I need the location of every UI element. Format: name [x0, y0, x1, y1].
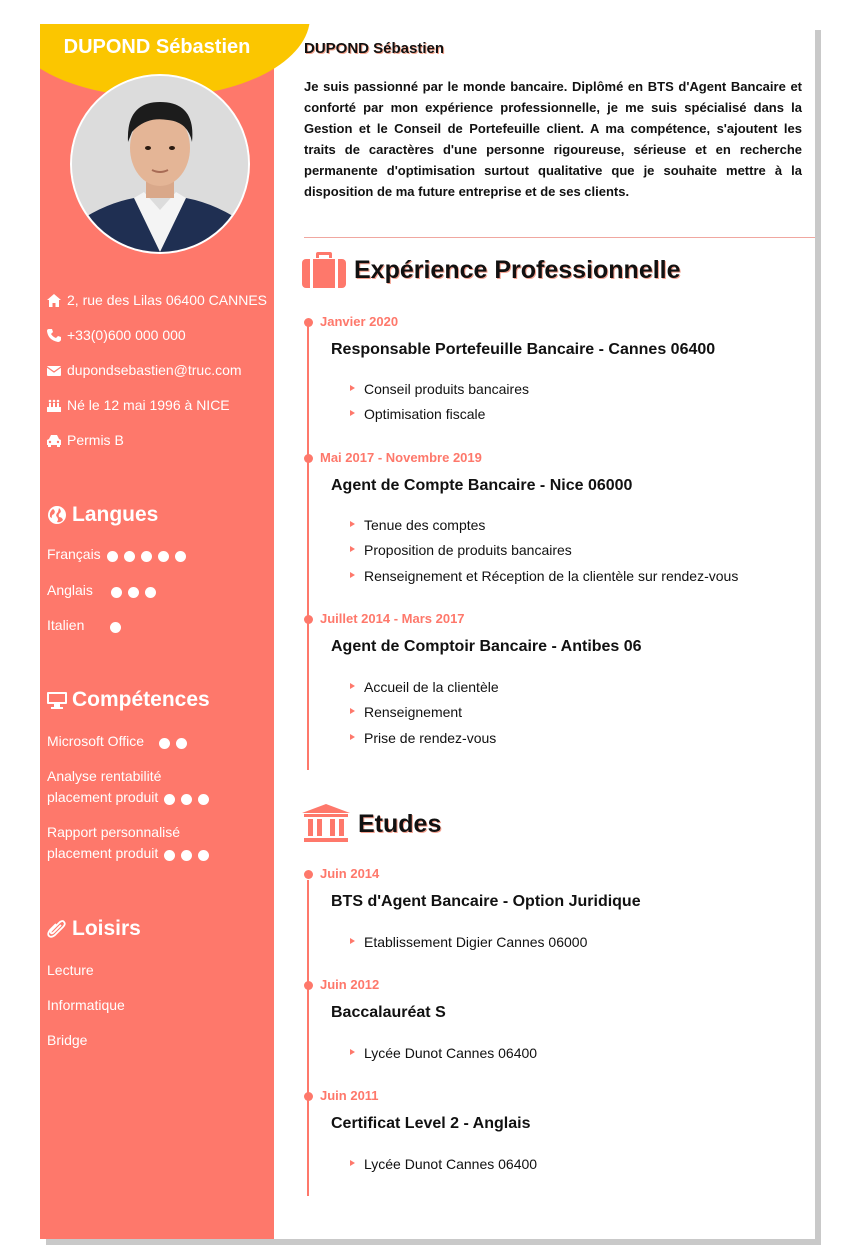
hobby-item: Informatique [47, 997, 125, 1013]
hobbies-title: Loisirs [72, 917, 141, 940]
education-school: Lycée Dunot Cannes 06400 [350, 1045, 537, 1061]
experience-role: Agent de Comptoir Bancaire - Antibes 06 [331, 638, 642, 655]
contact-phone [47, 327, 186, 343]
level-dot [176, 738, 187, 749]
skill-row-office [47, 731, 193, 753]
language-row-anglais [47, 580, 162, 602]
skill-row-analyse [47, 766, 215, 809]
education-school: Etablissement Digier Cannes 06000 [350, 934, 587, 950]
level-dot [164, 850, 175, 861]
experience-date: Juillet 2014 - Mars 2017 [320, 611, 465, 626]
globe-icon [47, 505, 67, 525]
education-title: Etudes [358, 809, 442, 838]
language-name: Français [47, 546, 101, 562]
institution-icon [302, 804, 350, 844]
education-date: Juin 2014 [320, 866, 380, 881]
hobbies-heading [47, 917, 141, 941]
language-row-italien [47, 615, 127, 637]
education-degree: Certificat Level 2 - Anglais [331, 1115, 531, 1132]
experience-timeline [307, 326, 309, 770]
contact-birth [47, 397, 230, 413]
level-dot [159, 738, 170, 749]
experience-heading [302, 252, 681, 288]
language-name: Anglais [47, 582, 93, 598]
phone-text: +33(0)600 000 000 [67, 327, 186, 343]
contact-address [47, 292, 267, 308]
experience-task: Conseil produits bancaires [350, 381, 529, 397]
level-dot [164, 794, 175, 805]
desktop-icon [47, 690, 67, 710]
level-dot [181, 850, 192, 861]
skill-level-dots [164, 788, 215, 809]
skill-name: Rapport personnalisé [47, 824, 181, 840]
skill-level-dots [164, 844, 215, 865]
timeline-dot [304, 1092, 313, 1101]
profile-photo [70, 74, 250, 254]
skills-title: Compétences [72, 688, 210, 711]
birthday-cake-icon [47, 399, 61, 412]
license-text: Permis B [67, 432, 124, 448]
hobby-item: Bridge [47, 1032, 88, 1048]
languages-heading [47, 503, 158, 527]
skill-name: Microsoft Office [47, 733, 144, 749]
experience-task: Accueil de la clientèle [350, 679, 499, 695]
level-dot [175, 551, 186, 562]
experience-date: Mai 2017 - Novembre 2019 [320, 450, 482, 465]
language-level-dots [107, 545, 192, 566]
sidebar-name: DUPOND Sébastien [63, 36, 251, 58]
level-dot [145, 587, 156, 598]
language-level-dots [111, 581, 162, 602]
level-dot [181, 794, 192, 805]
level-dot [110, 622, 121, 633]
education-date: Juin 2011 [320, 1088, 379, 1103]
sidebar [40, 24, 274, 1239]
experience-date: Janvier 2020 [320, 314, 399, 329]
languages-title: Langues [72, 503, 159, 526]
experience-role: Responsable Portefeuille Bancaire - Cannes 06400 [331, 341, 716, 358]
car-icon [47, 434, 61, 447]
skill-name-line2: placement produit [47, 789, 159, 805]
experience-title: Expérience Professionnelle [354, 255, 681, 284]
level-dot [111, 587, 122, 598]
timeline-dot [304, 318, 313, 327]
main-name: DUPOND Sébastien [304, 40, 445, 57]
education-heading [302, 804, 441, 844]
paperclip-icon [47, 919, 67, 939]
level-dot [198, 850, 209, 861]
level-dot [107, 551, 118, 562]
divider [304, 237, 815, 238]
hobby-item: Lecture [47, 962, 94, 978]
level-dot [158, 551, 169, 562]
email-text: dupondsebastien@truc.com [67, 362, 242, 378]
level-dot [124, 551, 135, 562]
briefcase-icon [302, 252, 346, 288]
experience-task: Optimisation fiscale [350, 406, 485, 422]
timeline-dot [304, 615, 313, 624]
contact-license [47, 432, 124, 448]
language-level-dots [110, 616, 127, 637]
timeline-dot [304, 870, 313, 879]
timeline-dot [304, 454, 313, 463]
experience-role: Agent de Compte Bancaire - Nice 06000 [331, 477, 633, 494]
skill-row-rapport [47, 822, 215, 865]
resume-page [40, 24, 815, 1239]
avatar-illustration [72, 76, 248, 252]
skills-heading [47, 688, 210, 712]
education-degree: BTS d'Agent Bancaire - Option Juridique [331, 893, 641, 910]
skill-level-dots [159, 732, 193, 753]
language-row-francais [47, 544, 192, 566]
education-timeline [307, 880, 309, 1196]
address-text: 2, rue des Lilas 06400 CANNES [67, 292, 267, 308]
experience-task: Prise de rendez-vous [350, 730, 496, 746]
education-date: Juin 2012 [320, 977, 380, 992]
education-degree: Baccalauréat S [331, 1004, 446, 1021]
level-dot [141, 551, 152, 562]
experience-task: Proposition de produits bancaires [350, 542, 572, 558]
language-name: Italien [47, 617, 85, 633]
timeline-dot [304, 981, 313, 990]
home-icon [47, 294, 61, 307]
experience-task: Renseignement [350, 704, 462, 720]
experience-task: Renseignement et Réception de la clientèle sur rendez-vous [350, 568, 738, 584]
skill-name: Analyse rentabilité [47, 768, 162, 784]
education-school: Lycée Dunot Cannes 06400 [350, 1156, 537, 1172]
profile-summary: Je suis passionné par le monde bancaire. Diplômé en BTS d'Agent Bancaire et conforté par mon expérience professionnelle, je me suis spécialisé dans la Gestion et le Conseil de Portefeuille client. A ma compétence, s'ajoutent les traits de caractères d'une personne rigoureuse, sérieuse et en recherche permanente d'optimisation surtout qualitative que je souhaite mettre à la disposition de ma future entreprise et de ses clients. [304, 79, 802, 199]
envelope-icon [47, 364, 61, 377]
level-dot [198, 794, 209, 805]
birth-text: Né le 12 mai 1996 à NICE [67, 397, 230, 413]
experience-task: Tenue des comptes [350, 517, 485, 533]
contact-email [47, 362, 242, 378]
phone-icon [47, 329, 61, 342]
level-dot [128, 587, 139, 598]
skill-name-line2: placement produit [47, 845, 159, 861]
